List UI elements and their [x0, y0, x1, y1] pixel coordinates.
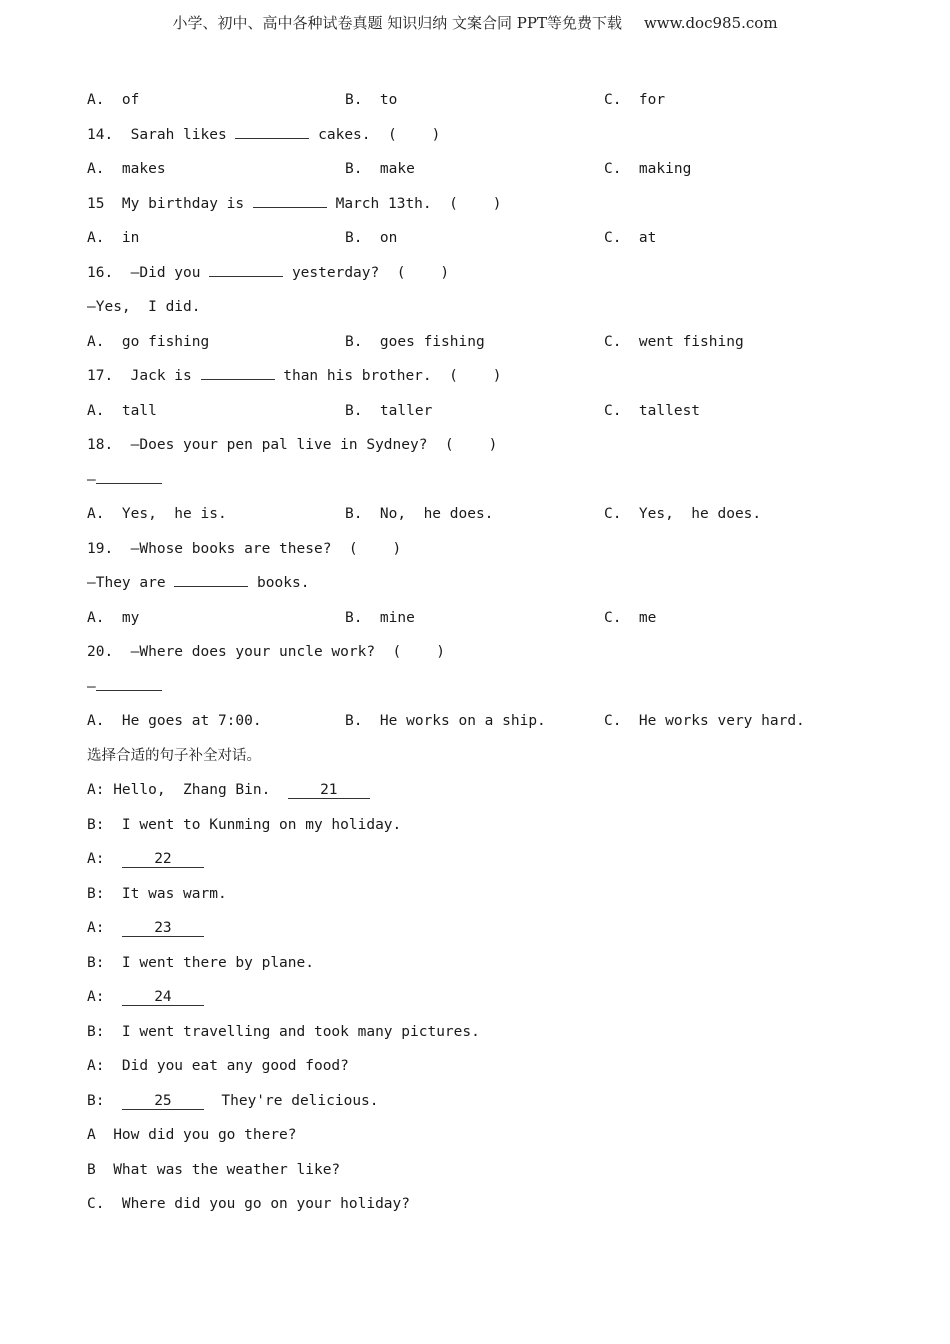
q20-option-b: B. He works on a ship. [345, 713, 546, 729]
q15-option-c: C. at [604, 230, 657, 246]
blank-22: 22 [122, 851, 204, 868]
q14-option-a: A. makes [87, 161, 166, 177]
dialogue-line-3 [87, 847, 887, 882]
page-header [0, 12, 950, 33]
q13-option-c: C. for [604, 92, 666, 108]
q15-text-pre: 15 My birthday is [87, 195, 253, 212]
dialogue-line-6: B: I went there by plane. [87, 954, 314, 971]
q17-options [87, 399, 887, 434]
q15-blank [253, 193, 327, 208]
q16-option-b: B. goes fishing [345, 333, 485, 350]
blank-21: 21 [288, 782, 370, 799]
q18-option-b: B. No, he does. [345, 506, 494, 522]
q15-option-a: A. in [87, 230, 140, 246]
q15-option-b: B. on [345, 230, 398, 246]
q14-blank [235, 124, 309, 139]
header-title: 小学、初中、高中各种试卷真题 知识归纳 文案合同 PPT等免费下载 [172, 14, 622, 32]
q19-text-pre: —They are [87, 575, 175, 591]
q19-option-c: C. me [604, 609, 657, 626]
q16-question [87, 261, 887, 296]
dialogue-line-4: B: It was warm. [87, 885, 227, 902]
q15-question [87, 192, 887, 227]
dialogue-text: A: [87, 989, 122, 1005]
q18-dash: — [87, 471, 96, 488]
q16-option-a: A. go fishing [87, 333, 210, 350]
q13-option-b: B. to [345, 92, 398, 108]
q20-dash: — [87, 678, 96, 695]
dialogue-text: A: Hello, Zhang Bin. [87, 782, 288, 798]
choice-option-c: C. Where did you go on your holiday? [87, 1196, 411, 1212]
q14-option-b: B. make [345, 161, 415, 177]
q19-question: 19. —Whose books are these? ( ) [87, 540, 402, 557]
q16-blank [209, 262, 283, 277]
q18-question: 18. —Does your pen pal live in Sydney? ( ) [87, 437, 498, 453]
q14-options [87, 157, 887, 192]
q17-question [87, 364, 887, 399]
q17-option-b: B. taller [345, 402, 433, 419]
dialogue-text: They're delicious. [203, 1092, 379, 1109]
q15-options [87, 226, 887, 261]
q20-question: 20. —Where does your uncle work? ( ) [87, 644, 445, 660]
q18-options [87, 502, 887, 537]
q13-option-a: A. of [87, 92, 140, 108]
q15-text-post: March 13th. ( ) [326, 195, 502, 212]
dialogue-text: A: [87, 851, 122, 867]
q17-text-pre: 17. Jack is [87, 368, 201, 384]
dialogue-text: B: [87, 1092, 122, 1109]
q19-reply [87, 571, 887, 606]
q18-option-c: C. Yes, he does. [604, 506, 762, 522]
q19-text-post: books. [248, 575, 310, 591]
q20-option-a: A. He goes at 7:00. [87, 713, 262, 729]
q17-text-post: than his brother. ( ) [274, 368, 502, 384]
q16-option-c: C. went fishing [604, 333, 744, 350]
section-title: 选择合适的句子补全对话。 [87, 747, 261, 764]
dialogue-line-10 [87, 1089, 887, 1124]
q14-text-post: cakes. ( ) [309, 126, 441, 143]
dialogue-line-2: B: I went to Kunming on my holiday. [87, 816, 402, 833]
q20-options [87, 709, 887, 744]
dialogue-text: A: [87, 920, 122, 936]
q16-options [87, 330, 887, 365]
header-site: www.doc985.com [643, 14, 778, 32]
q14-text-pre: 14. Sarah likes [87, 126, 236, 143]
q20-option-c: C. He works very hard. [604, 713, 805, 729]
dialogue-line-5 [87, 916, 887, 951]
q18-option-a: A. Yes, he is. [87, 506, 227, 522]
exam-content [87, 88, 887, 1227]
q14-option-c: C. making [604, 161, 692, 177]
q18-answer-line [87, 468, 887, 503]
q20-blank [96, 678, 162, 691]
q19-options [87, 606, 887, 641]
blank-24: 24 [122, 989, 204, 1006]
q16-reply: —Yes, I did. [87, 299, 201, 315]
q18-blank [96, 471, 162, 484]
blank-23: 23 [122, 920, 204, 937]
dialogue-line-9: A: Did you eat any good food? [87, 1058, 349, 1074]
dialogue-line-7 [87, 985, 887, 1020]
q17-option-c: C. tallest [604, 402, 701, 419]
q14-question [87, 123, 887, 158]
blank-25: 25 [122, 1093, 204, 1110]
q19-option-b: B. mine [345, 609, 415, 626]
dialogue-line-8: B: I went travelling and took many pictures. [87, 1023, 480, 1040]
q17-option-a: A. tall [87, 402, 157, 419]
q19-option-a: A. my [87, 609, 140, 626]
q20-answer-line [87, 675, 887, 710]
dialogue-line-1 [87, 778, 887, 813]
q17-blank [201, 365, 275, 380]
q13-options [87, 88, 887, 123]
q16-text-post: yesterday? ( ) [283, 264, 450, 281]
q16-text-pre: 16. —Did you [87, 264, 210, 281]
choice-option-a: A How did you go there? [87, 1127, 297, 1143]
q19-blank [174, 572, 248, 587]
choice-option-b: B What was the weather like? [87, 1161, 341, 1178]
